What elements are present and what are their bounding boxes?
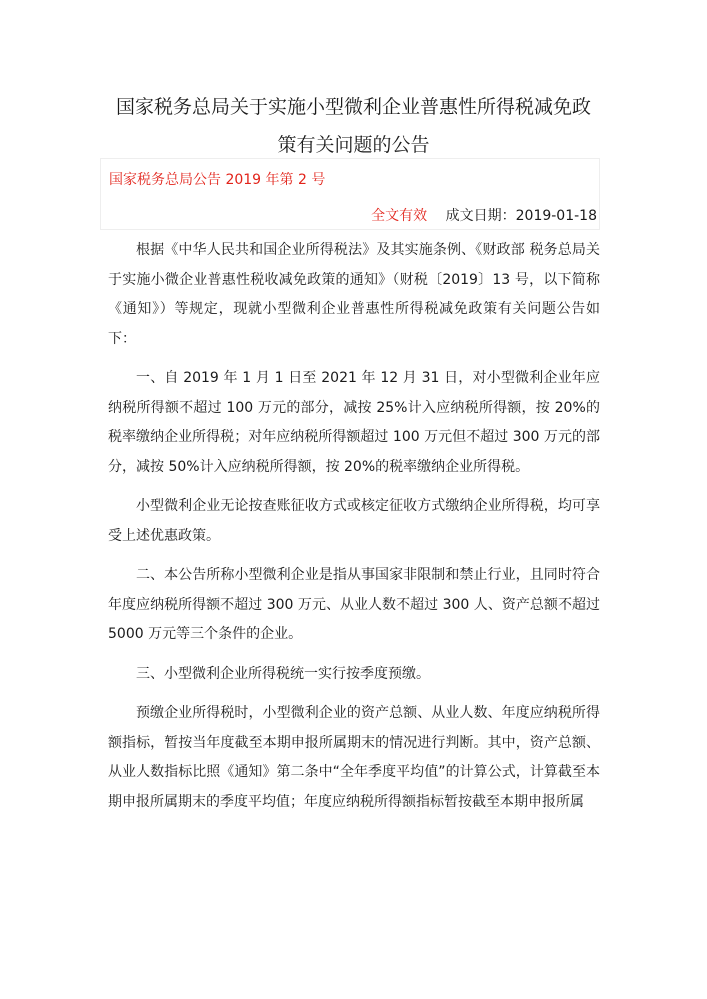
title-line-1: 国家税务总局关于实施小型微利企业普惠性所得税减免政	[115, 96, 591, 118]
issue-date: 成文日期：2019-01-18	[445, 208, 597, 224]
paragraph: 预缴企业所得税时，小型微利企业的资产总额、从业人数、年度应纳税所得额指标，暂按当年度截至本期申报所属期末的情况进行判断。其中，资产总额、从业人数指标比照《通知》第二条中“全年季度平均值”的计算公式，计算截至本期申报所属期末的季度平均值；年度应纳税所得额指标暂按截至本期申报所属	[108, 705, 600, 810]
document-number: 国家税务总局公告 2019 年第 2 号	[109, 172, 326, 188]
title-line-2: 策有关问题的公告	[277, 134, 430, 156]
paragraph: 小型微利企业无论按查账征收方式或核定征收方式缴纳企业所得税，均可享受上述优惠政策。	[108, 498, 600, 544]
document-status-line	[371, 205, 597, 225]
paragraph: 三、小型微利企业所得税统一实行按季度预缴。	[136, 665, 430, 682]
validity-status: 全文有效	[371, 208, 428, 224]
document-meta	[100, 158, 600, 230]
document-title	[100, 88, 607, 164]
paragraph: 二、本公告所称小型微利企业是指从事国家非限制和禁止行业，且同时符合年度应纳税所得额不超过 300 万元、从业人数不超过 300 人、资产总额不超过 5000 万元等三个条件的企业。	[108, 567, 600, 642]
paragraph: 一、自 2019 年 1 月 1 日至 2021 年 12 月 31 日，对小型微利企业年应纳税所得额不超过 100 万元的部分，减按 25%计入应纳税所得额，按 20%的税率缴纳企业所得税；对年应纳税所得额超过 100 万元但不超过 300 万元的部分，减按 50%计入应纳税所得额，按 20%的税率缴纳企业所得税。	[108, 370, 600, 475]
paragraph: 根据《中华人民共和国企业所得税法》及其实施条例、《财政部 税务总局关于实施小微企业普惠性税收减免政策的通知》（财税〔2019〕13 号，以下简称《通知》）等规定，现就小型微利企业普惠性所得税减免政策有关问题公告如下：	[108, 242, 600, 347]
document-body	[108, 236, 600, 827]
